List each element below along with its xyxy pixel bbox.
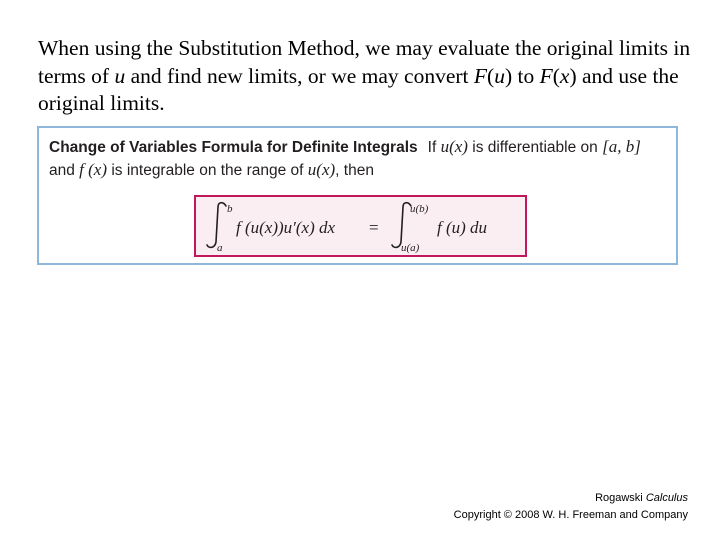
- theorem-and: and: [49, 162, 80, 179]
- equals-sign: =: [369, 218, 379, 237]
- intro-func-F: F: [473, 63, 488, 88]
- theorem-ux: u(x): [440, 137, 468, 156]
- theorem-box: [37, 126, 678, 265]
- theorem-title: Change of Variables Formula for Definite Integrals: [49, 139, 418, 156]
- theorem-statement: [49, 136, 674, 182]
- intro-text-2: and find new limits, or we may convert: [125, 63, 474, 88]
- lhs-integrand: f (u(x))u′(x) dx: [236, 218, 336, 237]
- intro-text-1: When using the Substitution Method, we may evaluate the original limits in terms of: [38, 36, 691, 88]
- integral-sign-left: [207, 203, 226, 248]
- intro-paren-open-2: (: [552, 63, 560, 88]
- intro-text-4: ) and use the original limits.: [38, 63, 679, 115]
- intro-paren-open-1: (: [487, 63, 495, 88]
- intro-text-3: ) to: [504, 63, 540, 88]
- theorem-fx: f (x): [79, 160, 108, 179]
- intro-var-u-2: u: [494, 63, 505, 88]
- credit-line-2: Copyright © 2008 W. H. Freeman and Company: [453, 509, 688, 521]
- intro-paragraph: [38, 35, 698, 118]
- theorem-differentiable: is differentiable on: [467, 139, 603, 156]
- intro-var-x: x: [559, 63, 570, 88]
- credit-author: Rogawski: [595, 492, 646, 504]
- intro-var-u: u: [114, 63, 126, 88]
- theorem-ux-2: u(x): [307, 160, 336, 179]
- theorem-then: , then: [335, 162, 374, 179]
- theorem-interval: [a, b]: [602, 137, 641, 156]
- credit-line-1: [454, 490, 688, 507]
- rhs-lower-limit: u(a): [401, 242, 420, 254]
- credit-book: Calculus: [645, 492, 688, 504]
- integral-sign-right: [392, 203, 411, 248]
- formula-box: [194, 195, 527, 257]
- theorem-integrable: is integrable on the range of: [107, 162, 308, 179]
- rhs-integrand: f (u) du: [437, 218, 488, 237]
- copyright-credit: [454, 490, 688, 524]
- rhs-upper-limit: u(b): [410, 203, 429, 215]
- formula-svg: [196, 197, 525, 255]
- intro-func-F-2: F: [539, 63, 553, 88]
- lhs-upper-limit: b: [227, 203, 233, 215]
- theorem-if: If: [427, 139, 441, 156]
- lhs-lower-limit: a: [217, 242, 223, 254]
